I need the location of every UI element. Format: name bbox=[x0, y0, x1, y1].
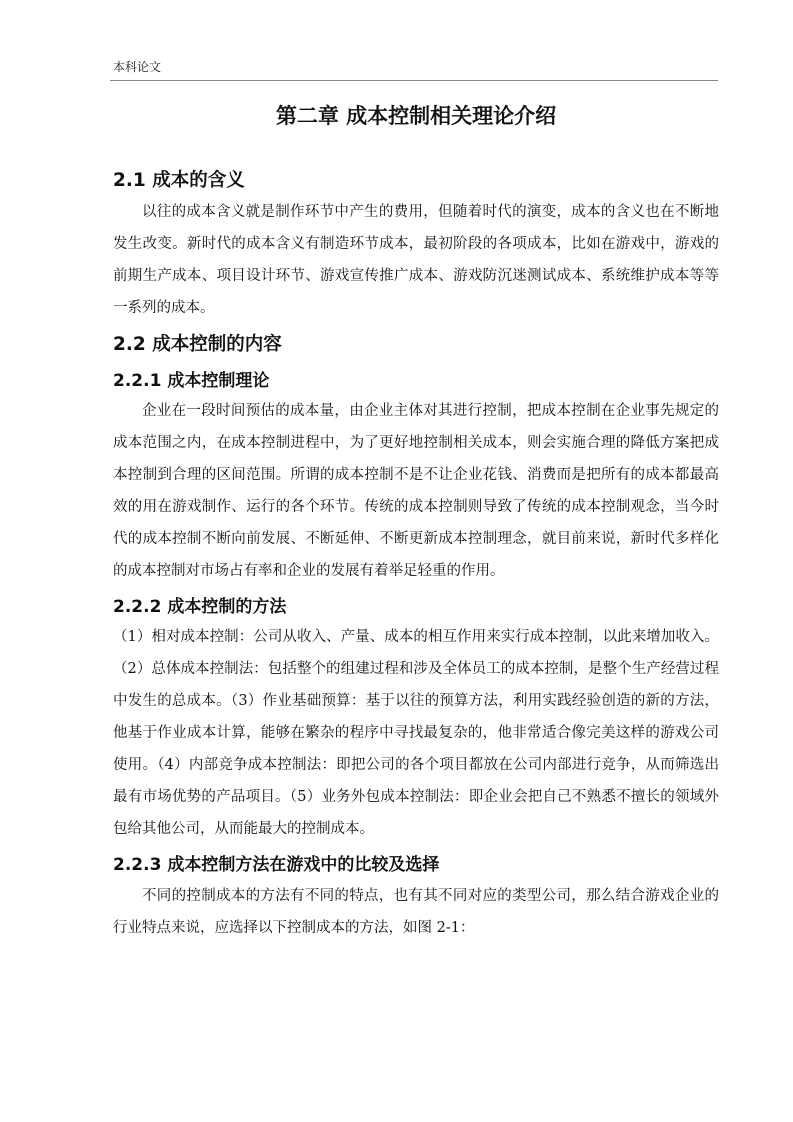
section-2-2-3-paragraph: 不同的控制成本的方法有不同的特点，也有其不同对应的类型公司，那么结合游戏企业的行业特点来说，应选择以下控制成本的方法，如图 2-1： bbox=[113, 887, 719, 936]
section-2-1-paragraph: 以往的成本含义就是制作环节中产生的费用，但随着时代的演变，成本的含义也在不断地发生改变。新时代的成本含义有制造环节成本，最初阶段的各项成本，比如在游戏中，游戏的前期生产成本、项目设计环节、游戏宣传推广成本、游戏防沉迷测试成本、系统维护成本等等一系列的成本。 bbox=[113, 204, 719, 317]
page-content bbox=[113, 96, 719, 944]
section-heading-2-2-3: 2.2.3 成本控制方法在游戏中的比较及选择 bbox=[113, 855, 440, 876]
header-divider bbox=[110, 80, 718, 81]
section-heading-2-1: 2.1 成本的含义 bbox=[113, 170, 245, 192]
chapter-title: 第二章 成本控制相关理论介绍 bbox=[275, 104, 557, 128]
section-2-2-2-paragraph: （1）相对成本控制：公司从收入、产量、成本的相互作用来实行成本控制，以此来增加收入。（2）总体成本控制法：包括整个的组建过程和涉及全体员工的成本控制，是整个生产经营过程中发生的总成本。（3）作业基础预算：基于以往的预算方法，利用实践经验创造的新的方法，他基于作业成本计算，能够在繁杂的程序中寻找最复杂的，他非常适合像完美这样的游戏公司使用。（4）内部竞争成本控制法：即把公司的各个项目都放在公司内部进行竞争，从而筛选出最有市场优势的产品项目。（5）业务外包成本控制法：即企业会把自己不熟悉不擅长的领域外包给其他公司，从而能最大的控制成本。 bbox=[113, 629, 719, 838]
section-heading-2-2: 2.2 成本控制的内容 bbox=[113, 334, 282, 356]
running-header: 本科论文 bbox=[113, 60, 162, 74]
section-2-2-1-paragraph: 企业在一段时间预估的成本量，由企业主体对其进行控制，把成本控制在企业事先规定的成本范围之内，在成本控制进程中，为了更好地控制相关成本，则会实施合理的降低方案把成本控制到合理的区间范围。所谓的成本控制不是不让企业花钱、消费而是把所有的成本都最高效的用在游戏制作、运行的各个环节。传统的成本控制则导致了传统的成本控制观念，当今时代的成本控制不断向前发展、不断延伸、不断更新成本控制理念，就目前来说，新时代多样化的成本控制对市场占有率和企业的发展有着举足轻重的作用。 bbox=[113, 402, 719, 579]
section-heading-2-2-1: 2.2.1 成本控制理论 bbox=[113, 370, 270, 391]
section-heading-2-2-2: 2.2.2 成本控制的方法 bbox=[113, 596, 287, 617]
